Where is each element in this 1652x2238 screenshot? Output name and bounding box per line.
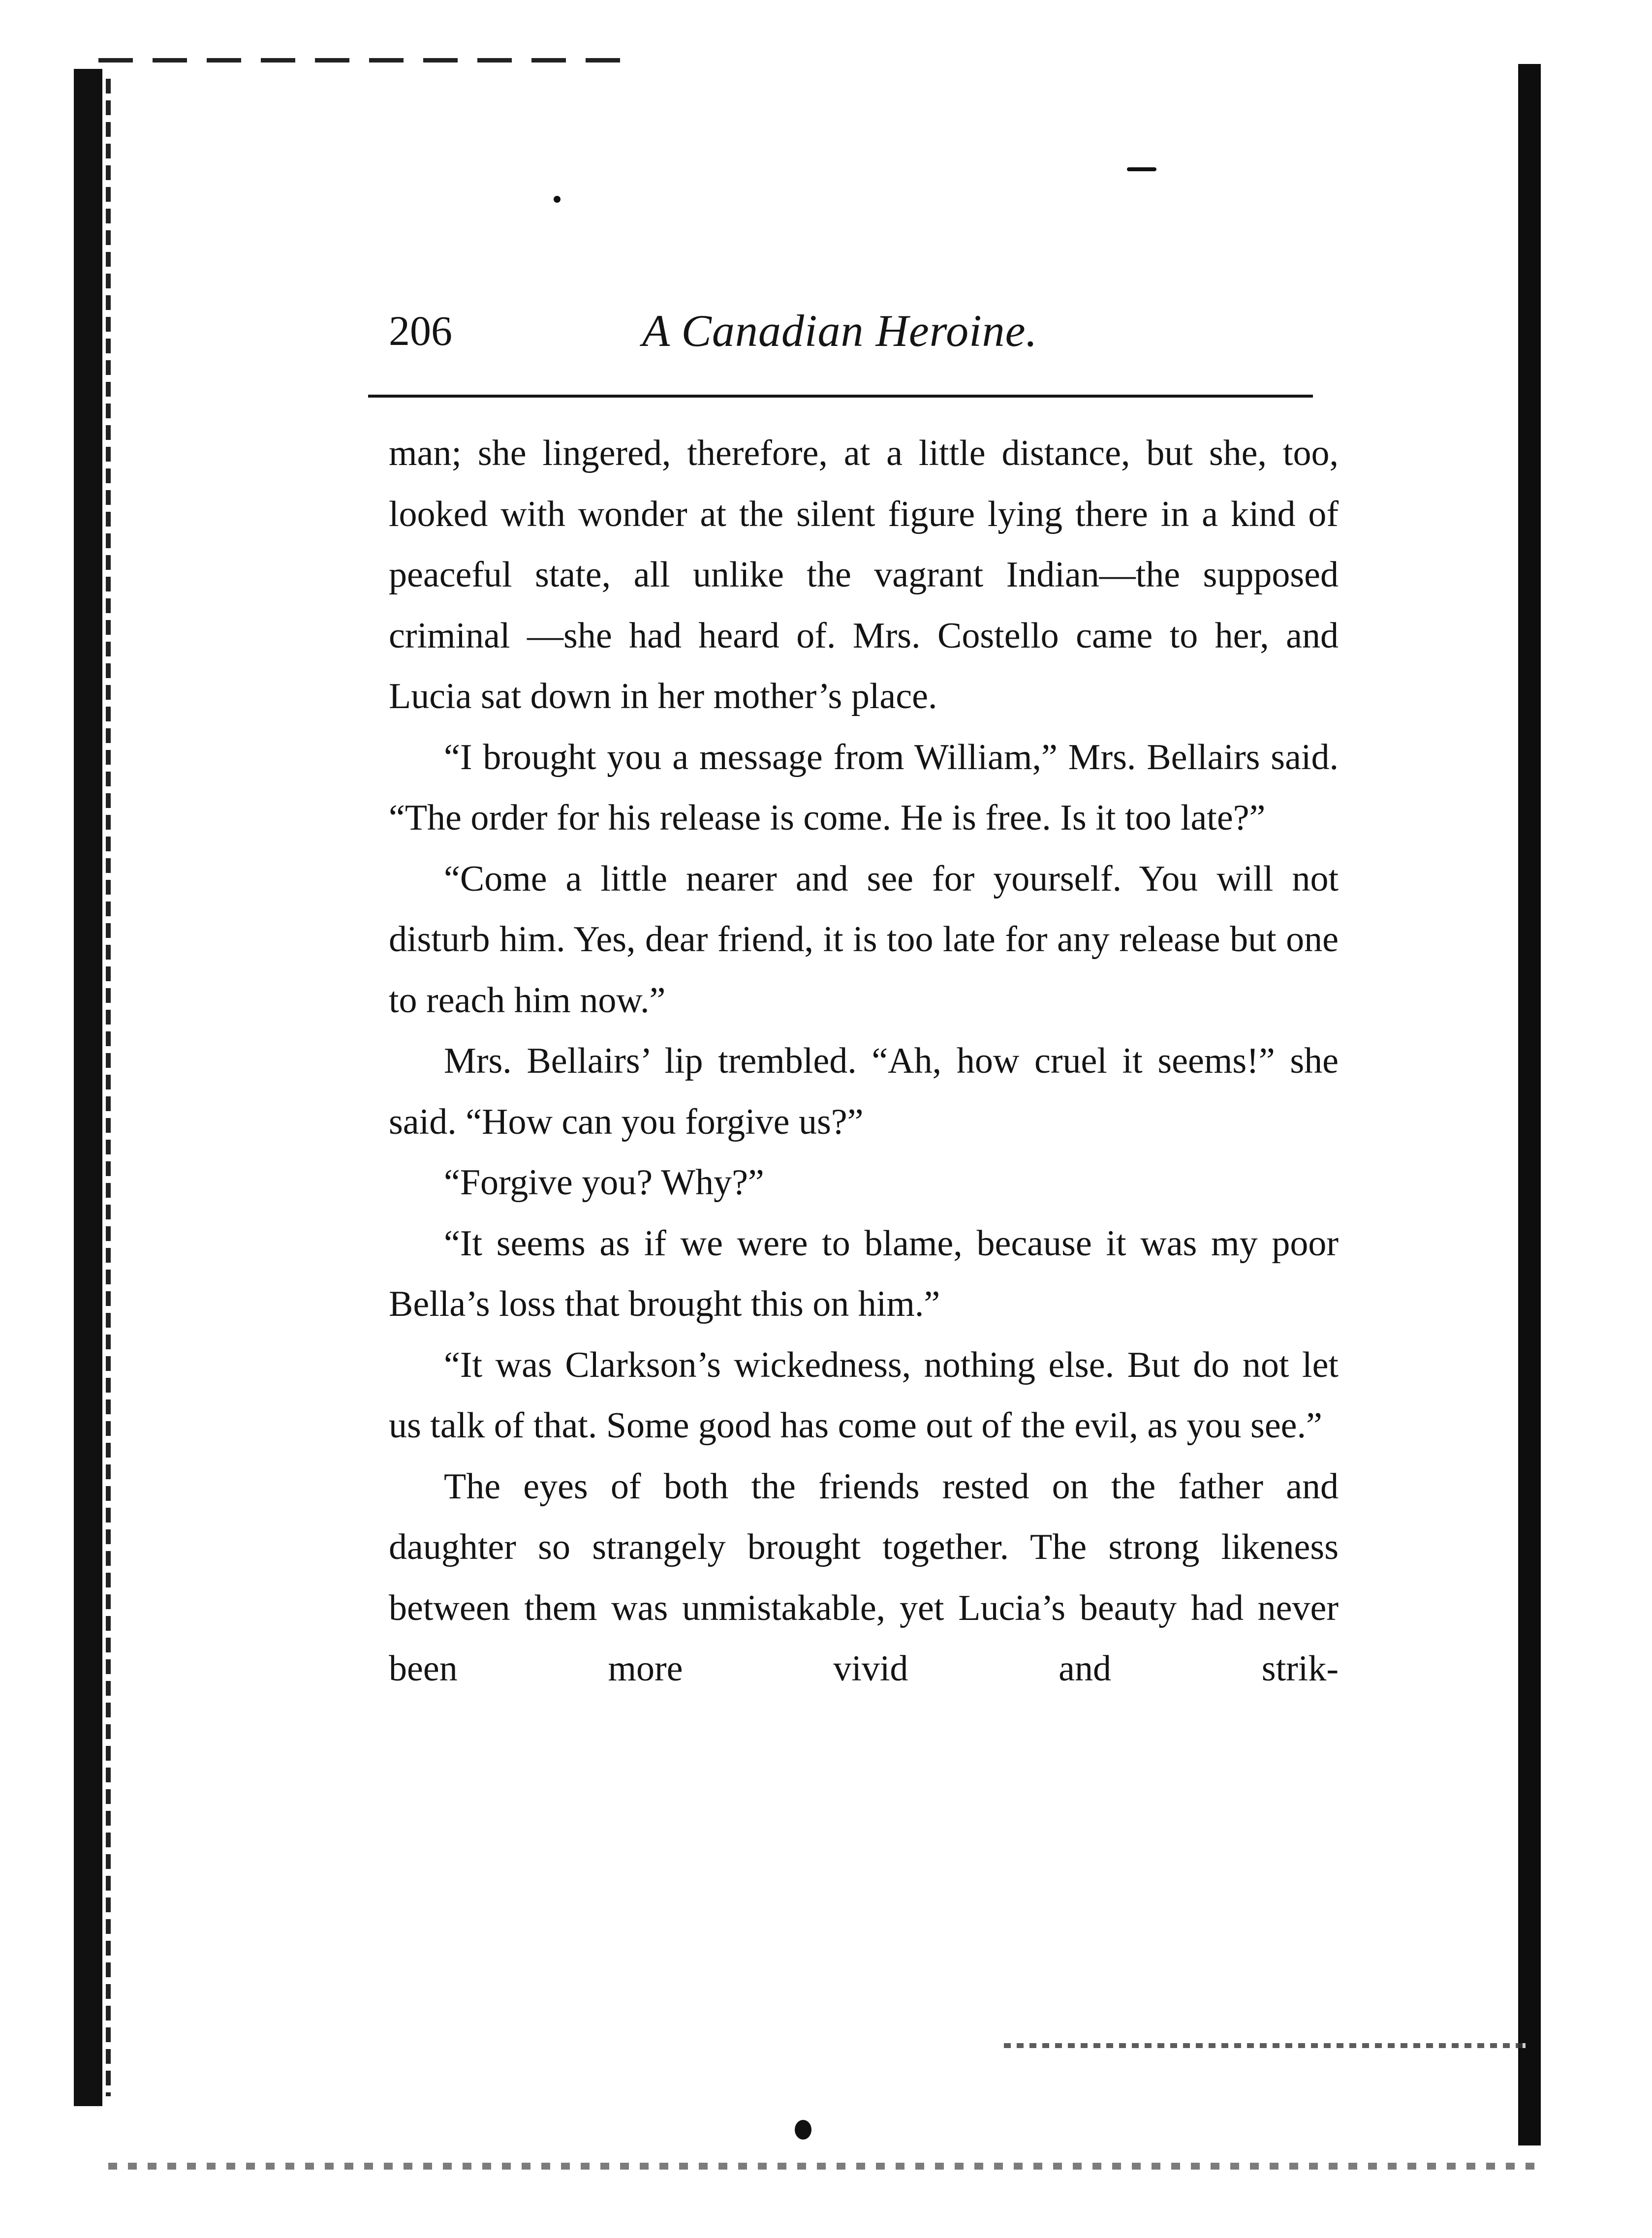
scan-edge-left	[74, 69, 102, 2106]
paragraph: “Come a little nearer and see for yourself. You will not disturb him. Yes, dear friend, it is too late for any release but one to reach him now.”	[389, 858, 1339, 1021]
paragraph: “It was Clarkson’s wickedness, nothing else. But do not let us talk of that. Some good has come out of the evil, as you see.”	[389, 1344, 1339, 1446]
paragraph: “It seems as if we were to blame, because it was my poor Bella’s loss that brought this on him.”	[389, 1223, 1339, 1324]
scan-edge-right	[1518, 64, 1541, 2145]
paragraph-continued: man; she lingered, therefore, at a little distance, but she, too, looked with wonder at the silent figure lying there in a kind of peaceful state, all unlike the vagrant Indian—the supposed criminal —she had heard of. Mrs. Costello came to her, and Lucia sat down in her mother’s place.	[389, 433, 1339, 716]
paragraph-hyphenated-end: The eyes of both the friends rested on the father and daughter so strangely brought together. The strong likeness between them was unmistakable, yet Lucia’s beauty had never been more vivid and strik-	[389, 1466, 1339, 1689]
scan-edge-bottom	[108, 2163, 1535, 2170]
scan-dotted-line	[1004, 2043, 1526, 2048]
ink-speck	[554, 196, 561, 203]
scan-edge-top	[98, 58, 620, 62]
header-rule	[368, 395, 1313, 398]
scan-edge-left-inner	[106, 79, 111, 2096]
running-head	[389, 301, 1324, 360]
ink-speck	[1127, 167, 1156, 171]
ink-speck	[795, 2120, 811, 2140]
paragraph: “I brought you a message from William,” Mrs. Bellairs said. “The order for his release is come. He is free. Is it too late?”	[389, 737, 1339, 838]
paragraph: “Forgive you? Why?”	[444, 1162, 764, 1203]
page-body	[389, 423, 1339, 1939]
paragraph: Mrs. Bellairs’ lip trembled. “Ah, how cruel it seems!” she said. “How can you forgive us?”	[389, 1041, 1339, 1142]
book-title: A Canadian Heroine.	[642, 306, 1038, 356]
page-number: 206	[389, 307, 452, 354]
